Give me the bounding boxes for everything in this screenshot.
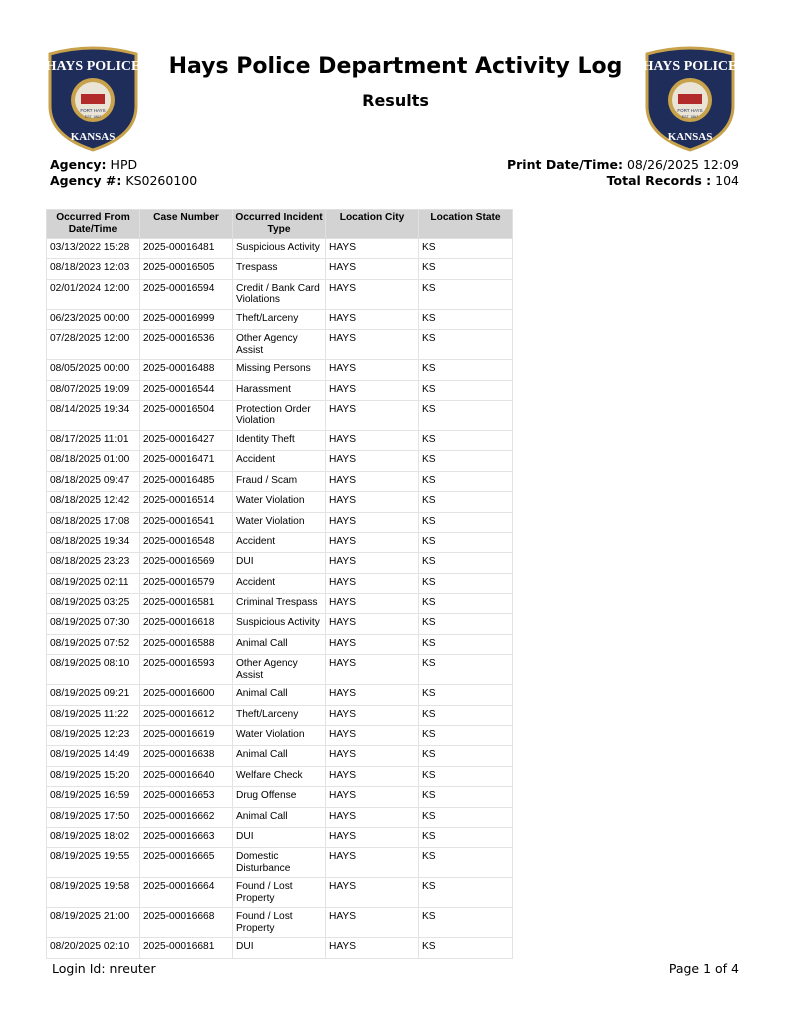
table-row	[47, 827, 513, 847]
cell-incident-type: Animal Call	[233, 634, 326, 654]
agency-label: Agency:	[50, 157, 107, 172]
table-row	[47, 878, 513, 908]
cell-incident-type: Animal Call	[233, 807, 326, 827]
cell-state: KS	[419, 746, 513, 766]
cell-city: HAYS	[326, 938, 419, 958]
cell-incident-type: Accident	[233, 532, 326, 552]
cell-state: KS	[419, 685, 513, 705]
cell-case-number: 2025-00016514	[140, 492, 233, 512]
cell-incident-type: Water Violation	[233, 512, 326, 532]
cell-date: 08/18/2025 12:42	[47, 492, 140, 512]
cell-city: HAYS	[326, 726, 419, 746]
cell-incident-type: Missing Persons	[233, 360, 326, 380]
cell-case-number: 2025-00016640	[140, 766, 233, 786]
cell-incident-type: Trespass	[233, 259, 326, 279]
cell-case-number: 2025-00016569	[140, 553, 233, 573]
column-header-date: Occurred From Date/Time	[47, 210, 140, 239]
cell-city: HAYS	[326, 908, 419, 938]
cell-case-number: 2025-00016471	[140, 451, 233, 471]
cell-state: KS	[419, 787, 513, 807]
cell-case-number: 2025-00016588	[140, 634, 233, 654]
cell-date: 08/19/2025 02:11	[47, 573, 140, 593]
table-row	[47, 766, 513, 786]
cell-incident-type: Water Violation	[233, 492, 326, 512]
cell-state: KS	[419, 330, 513, 360]
table-header-row	[47, 210, 513, 239]
cell-date: 08/19/2025 19:58	[47, 878, 140, 908]
cell-city: HAYS	[326, 878, 419, 908]
table-row	[47, 451, 513, 471]
cell-date: 08/19/2025 15:20	[47, 766, 140, 786]
cell-case-number: 2025-00016505	[140, 259, 233, 279]
police-badge-icon	[641, 44, 739, 152]
column-header-state: Location State	[419, 210, 513, 239]
cell-state: KS	[419, 451, 513, 471]
cell-incident-type: Domestic Disturbance	[233, 848, 326, 878]
cell-case-number: 2025-00016593	[140, 655, 233, 685]
cell-incident-type: DUI	[233, 827, 326, 847]
cell-date: 08/14/2025 19:34	[47, 400, 140, 430]
cell-state: KS	[419, 259, 513, 279]
cell-incident-type: DUI	[233, 938, 326, 958]
cell-date: 08/19/2025 18:02	[47, 827, 140, 847]
cell-date: 08/07/2025 19:09	[47, 380, 140, 400]
table-row	[47, 400, 513, 430]
total-records-value: 104	[715, 173, 739, 188]
cell-city: HAYS	[326, 512, 419, 532]
cell-state: KS	[419, 848, 513, 878]
cell-city: HAYS	[326, 685, 419, 705]
svg-text:FORT HAYS: FORT HAYS	[677, 108, 703, 113]
cell-date: 08/19/2025 12:23	[47, 726, 140, 746]
cell-date: 06/23/2025 00:00	[47, 309, 140, 329]
svg-text:HAYS POLICE: HAYS POLICE	[45, 59, 141, 74]
cell-city: HAYS	[326, 634, 419, 654]
cell-state: KS	[419, 492, 513, 512]
cell-case-number: 2025-00016579	[140, 573, 233, 593]
table-row	[47, 492, 513, 512]
column-header-city: Location City	[326, 210, 419, 239]
cell-state: KS	[419, 279, 513, 309]
cell-city: HAYS	[326, 279, 419, 309]
cell-city: HAYS	[326, 766, 419, 786]
cell-state: KS	[419, 614, 513, 634]
table-row	[47, 705, 513, 725]
table-row	[47, 380, 513, 400]
cell-incident-type: Other Agency Assist	[233, 655, 326, 685]
table-row	[47, 532, 513, 552]
cell-case-number: 2025-00016548	[140, 532, 233, 552]
cell-incident-type: Accident	[233, 451, 326, 471]
cell-date: 08/18/2025 19:34	[47, 532, 140, 552]
cell-case-number: 2025-00016653	[140, 787, 233, 807]
cell-city: HAYS	[326, 827, 419, 847]
cell-case-number: 2025-00016663	[140, 827, 233, 847]
cell-incident-type: Harassment	[233, 380, 326, 400]
cell-date: 08/19/2025 21:00	[47, 908, 140, 938]
table-row	[47, 848, 513, 878]
cell-incident-type: Water Violation	[233, 726, 326, 746]
page-indicator: Page 1 of 4	[668, 961, 739, 976]
cell-city: HAYS	[326, 309, 419, 329]
table-row	[47, 279, 513, 309]
cell-case-number: 2025-00016638	[140, 746, 233, 766]
cell-state: KS	[419, 726, 513, 746]
cell-date: 08/18/2025 01:00	[47, 451, 140, 471]
table-row	[47, 807, 513, 827]
cell-city: HAYS	[326, 746, 419, 766]
cell-city: HAYS	[326, 787, 419, 807]
cell-case-number: 2025-00016485	[140, 471, 233, 491]
print-date-value: 08/26/2025 12:09	[626, 157, 739, 172]
cell-incident-type: Animal Call	[233, 746, 326, 766]
table-row	[47, 594, 513, 614]
cell-state: KS	[419, 827, 513, 847]
cell-city: HAYS	[326, 532, 419, 552]
cell-incident-type: Animal Call	[233, 685, 326, 705]
table-row	[47, 655, 513, 685]
svg-text:EST. 1867: EST. 1867	[84, 115, 102, 119]
cell-case-number: 2025-00016665	[140, 848, 233, 878]
svg-text:KANSAS: KANSAS	[70, 131, 116, 143]
print-date-label: Print Date/Time:	[506, 157, 623, 172]
cell-incident-type: Welfare Check	[233, 766, 326, 786]
cell-case-number: 2025-00016594	[140, 279, 233, 309]
table-row	[47, 746, 513, 766]
agency-value: HPD	[110, 157, 138, 172]
cell-state: KS	[419, 878, 513, 908]
cell-date: 08/18/2025 23:23	[47, 553, 140, 573]
cell-case-number: 2025-00016544	[140, 380, 233, 400]
cell-state: KS	[419, 634, 513, 654]
cell-incident-type: Identity Theft	[233, 430, 326, 450]
cell-date: 08/18/2025 17:08	[47, 512, 140, 532]
cell-date: 08/05/2025 00:00	[47, 360, 140, 380]
column-header-incident: Occurred Incident Type	[233, 210, 326, 239]
cell-case-number: 2025-00016619	[140, 726, 233, 746]
cell-state: KS	[419, 471, 513, 491]
cell-city: HAYS	[326, 400, 419, 430]
cell-incident-type: Fraud / Scam	[233, 471, 326, 491]
cell-city: HAYS	[326, 451, 419, 471]
cell-state: KS	[419, 400, 513, 430]
cell-city: HAYS	[326, 553, 419, 573]
cell-date: 08/19/2025 08:10	[47, 655, 140, 685]
cell-state: KS	[419, 938, 513, 958]
cell-date: 08/19/2025 07:52	[47, 634, 140, 654]
cell-case-number: 2025-00016581	[140, 594, 233, 614]
svg-text:EST. 1867: EST. 1867	[681, 115, 699, 119]
cell-city: HAYS	[326, 807, 419, 827]
svg-text:FORT HAYS: FORT HAYS	[80, 108, 106, 113]
cell-case-number: 2025-00016618	[140, 614, 233, 634]
cell-city: HAYS	[326, 705, 419, 725]
table-row	[47, 430, 513, 450]
cell-city: HAYS	[326, 471, 419, 491]
cell-state: KS	[419, 553, 513, 573]
cell-city: HAYS	[326, 330, 419, 360]
cell-case-number: 2025-00016481	[140, 239, 233, 259]
cell-incident-type: Criminal Trespass	[233, 594, 326, 614]
cell-date: 08/19/2025 11:22	[47, 705, 140, 725]
svg-text:HAYS POLICE: HAYS POLICE	[642, 59, 738, 74]
table-row	[47, 787, 513, 807]
cell-state: KS	[419, 766, 513, 786]
cell-date: 08/19/2025 03:25	[47, 594, 140, 614]
table-row	[47, 360, 513, 380]
cell-state: KS	[419, 908, 513, 938]
table-row	[47, 259, 513, 279]
cell-date: 08/20/2025 02:10	[47, 938, 140, 958]
cell-incident-type: Found / Lost Property	[233, 878, 326, 908]
cell-state: KS	[419, 532, 513, 552]
cell-state: KS	[419, 705, 513, 725]
cell-incident-type: Theft/Larceny	[233, 309, 326, 329]
print-info	[507, 157, 739, 189]
table-row	[47, 239, 513, 259]
svg-text:KANSAS: KANSAS	[667, 131, 713, 143]
cell-city: HAYS	[326, 594, 419, 614]
cell-case-number: 2025-00016600	[140, 685, 233, 705]
cell-city: HAYS	[326, 380, 419, 400]
cell-date: 08/18/2023 12:03	[47, 259, 140, 279]
cell-case-number: 2025-00016664	[140, 878, 233, 908]
cell-incident-type: Suspicious Activity	[233, 614, 326, 634]
cell-case-number: 2025-00016504	[140, 400, 233, 430]
cell-incident-type: DUI	[233, 553, 326, 573]
cell-case-number: 2025-00016612	[140, 705, 233, 725]
cell-date: 08/19/2025 19:55	[47, 848, 140, 878]
cell-date: 03/13/2022 15:28	[47, 239, 140, 259]
cell-state: KS	[419, 655, 513, 685]
cell-case-number: 2025-00016427	[140, 430, 233, 450]
cell-incident-type: Theft/Larceny	[233, 705, 326, 725]
agency-number-label: Agency #:	[50, 173, 122, 188]
table-row	[47, 726, 513, 746]
activity-log-table	[46, 209, 513, 959]
cell-date: 08/19/2025 09:21	[47, 685, 140, 705]
page-subtitle: Results	[362, 91, 429, 110]
table-row	[47, 330, 513, 360]
table-row	[47, 309, 513, 329]
cell-state: KS	[419, 430, 513, 450]
cell-incident-type: Accident	[233, 573, 326, 593]
cell-incident-type: Credit / Bank Card Violations	[233, 279, 326, 309]
cell-case-number: 2025-00016999	[140, 309, 233, 329]
table-row	[47, 471, 513, 491]
cell-date: 08/19/2025 14:49	[47, 746, 140, 766]
table-row	[47, 908, 513, 938]
cell-city: HAYS	[326, 360, 419, 380]
cell-state: KS	[419, 239, 513, 259]
cell-state: KS	[419, 309, 513, 329]
cell-city: HAYS	[326, 239, 419, 259]
cell-state: KS	[419, 594, 513, 614]
cell-city: HAYS	[326, 430, 419, 450]
cell-incident-type: Protection Order Violation	[233, 400, 326, 430]
cell-case-number: 2025-00016541	[140, 512, 233, 532]
cell-case-number: 2025-00016536	[140, 330, 233, 360]
agency-number-value: KS0260100	[125, 173, 198, 188]
cell-state: KS	[419, 573, 513, 593]
cell-date: 08/18/2025 09:47	[47, 471, 140, 491]
cell-incident-type: Other Agency Assist	[233, 330, 326, 360]
cell-case-number: 2025-00016668	[140, 908, 233, 938]
cell-date: 02/01/2024 12:00	[47, 279, 140, 309]
cell-date: 08/19/2025 17:50	[47, 807, 140, 827]
table-row	[47, 553, 513, 573]
table-row	[47, 634, 513, 654]
cell-incident-type: Suspicious Activity	[233, 239, 326, 259]
table-row	[47, 614, 513, 634]
cell-date: 08/19/2025 16:59	[47, 787, 140, 807]
total-records-label: Total Records :	[606, 173, 712, 188]
cell-date: 08/17/2025 11:01	[47, 430, 140, 450]
cell-city: HAYS	[326, 492, 419, 512]
cell-state: KS	[419, 807, 513, 827]
page-title: Hays Police Department Activity Log	[168, 54, 623, 79]
cell-state: KS	[419, 512, 513, 532]
cell-city: HAYS	[326, 848, 419, 878]
table-row	[47, 573, 513, 593]
cell-state: KS	[419, 360, 513, 380]
agency-info	[50, 157, 197, 189]
cell-date: 08/19/2025 07:30	[47, 614, 140, 634]
cell-case-number: 2025-00016662	[140, 807, 233, 827]
cell-city: HAYS	[326, 259, 419, 279]
cell-incident-type: Found / Lost Property	[233, 908, 326, 938]
cell-city: HAYS	[326, 614, 419, 634]
cell-city: HAYS	[326, 573, 419, 593]
table-row	[47, 938, 513, 958]
cell-state: KS	[419, 380, 513, 400]
cell-date: 07/28/2025 12:00	[47, 330, 140, 360]
cell-city: HAYS	[326, 655, 419, 685]
cell-incident-type: Drug Offense	[233, 787, 326, 807]
cell-case-number: 2025-00016488	[140, 360, 233, 380]
table-row	[47, 512, 513, 532]
column-header-case: Case Number	[140, 210, 233, 239]
table-row	[47, 685, 513, 705]
cell-case-number: 2025-00016681	[140, 938, 233, 958]
login-id: Login Id: nreuter	[52, 961, 156, 976]
